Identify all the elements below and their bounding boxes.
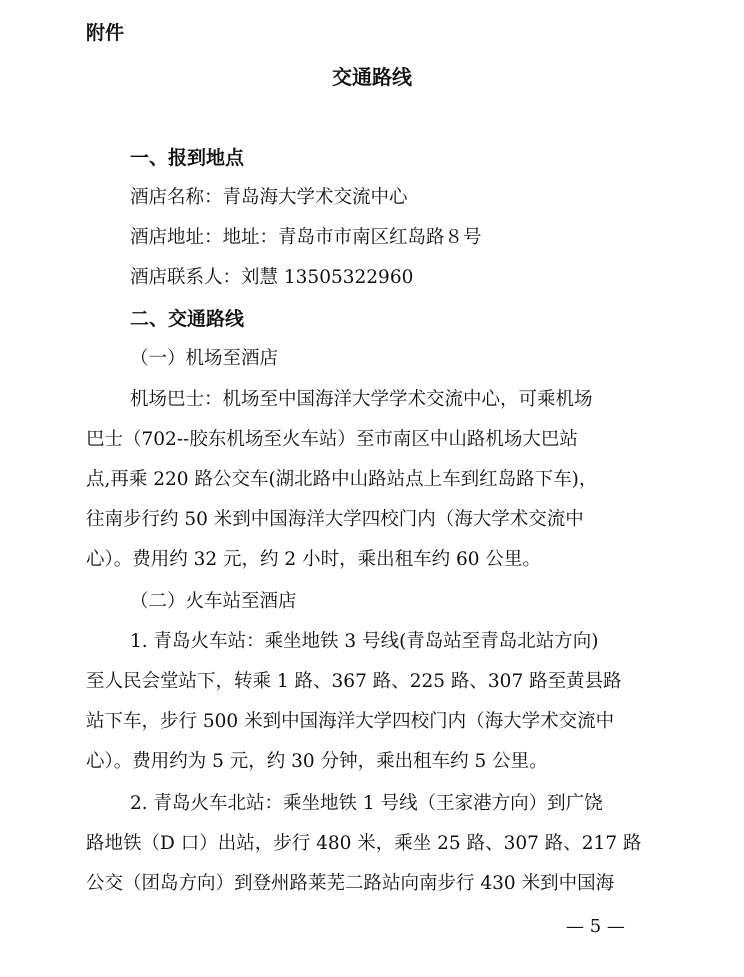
paragraph-line: 站下车，步行 500 米到中国海洋大学四校门内（海大学术交流中 [86, 711, 615, 732]
subsection-heading-airport: （一）机场至酒店 [130, 348, 279, 369]
paragraph-line: 路地铁（D 口）出站，步行 480 米，乘坐 25 路、307 路、217 路 [86, 833, 642, 854]
hotel-name-line: 酒店名称：青岛海大学术交流中心 [130, 187, 408, 208]
hotel-contact-line: 酒店联系人：刘慧 13505322960 [130, 267, 414, 288]
paragraph-line: 至人民会堂站下，转乘 1 路、367 路、225 路、307 路至黄县路 [86, 671, 622, 692]
document-title: 交通路线 [332, 65, 412, 89]
paragraph-line: 心）。费用约 32 元，约 2 小时，乘出租车约 60 公里。 [86, 549, 541, 570]
paragraph-line: 心）。费用约为 5 元，约 30 分钟，乘出租车约 5 公里。 [86, 751, 548, 772]
section-heading-routes: 二、交通路线 [130, 308, 245, 330]
hotel-address-line: 酒店地址：地址：青岛市市南区红岛路８号 [130, 227, 482, 248]
paragraph-line: 机场巴士：机场至中国海洋大学学术交流中心，可乘机场 [130, 389, 593, 410]
page-number: — 5 — [566, 916, 625, 937]
paragraph-line: 2. 青岛火车北站：乘坐地铁 1 号线（王家港方向）到广饶 [130, 793, 603, 814]
section-heading-registration: 一、报到地点 [130, 147, 245, 169]
paragraph-line: 巴士（702--胶东机场至火车站）至市南区中山路机场大巴站 [86, 429, 578, 450]
subsection-heading-train: （二）火车站至酒店 [130, 591, 297, 612]
paragraph-line: 公交（团岛方向）到登州路莱芜二路站向南步行 430 米到中国海 [86, 873, 615, 894]
attachment-label: 附件 [86, 22, 125, 44]
paragraph-line: 1. 青岛火车站：乘坐地铁 3 号线(青岛站至青岛北站方向) [130, 631, 599, 652]
paragraph-line: 往南步行约 50 米到中国海洋大学四校门内（海大学术交流中 [86, 509, 584, 530]
paragraph-line: 点,再乘 220 路公交车(湖北路中山路站点上车到红岛路下车)， [86, 469, 598, 490]
